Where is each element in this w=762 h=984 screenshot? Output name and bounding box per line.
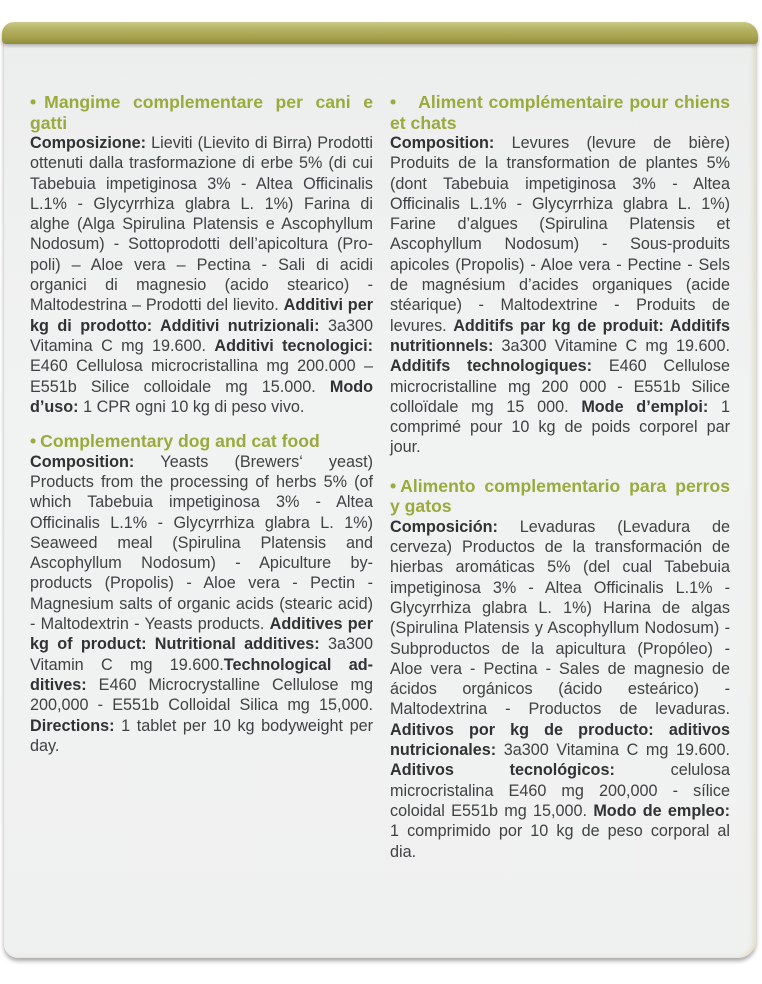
section-body: Composition: Levures (levure de bière) Produits de la transformation de plantes 5% (dont Tabebuia impetiginosa 3% - Altea Officinalis L.1% - Glycyrrhiza glabra L. 1%) Farine d’algues (Spirulina Platensis et Ascophyllum Nodosum) - Sous-produits apicoles (Propolis) - Aloe vera - Pectine - Sels de magnésium d’acides organiques (acide stéarique) - Maltodextrine - Produits de levures. Additifs par kg de produit: Additifs nutritionnels: 3a300 Vitamine C mg 19.600. Additifs technologiques: E460 Cellulose microcristalline mg 200 000 - E551b Silice colloïdale mg 15 000. Mode d’emploi: 1 comprimé pour 10 kg de poids corporel par jour. [390,134,731,457]
section-spanish [390,476,730,862]
section-heading: • Aliment complémentaire pour chiens et chats [390,92,730,133]
section-heading: • Alimento complementario para perros y gatos [390,475,730,517]
section-body: Composizione: Lieviti (Lievito di Birra) Prodotti ottenuti dalla trasformazione di erbe 5% (di cui Tabebuia impetiginosa 3% - Altea Officinalis L.1% - Glycyrrhiza glabra L. 1%) Farina di alghe (Alga Spirulina Platensis e Ascophyllum Nodosum) - Sottoprodotti dell’apicoltura (Propoli) – Aloe vera – Pectina - Sali di acidi organici di magnesio (acido stearico) - Maltodestrina – Prodotti del lievito. Additivi per kg di prodotto: Additivi nutrizionali: 3a300 Vitamina C mg 19.600. Additivi tecnologici: E460 Cellulosa microcristallina mg 200.000 – E551b Silice colloidale mg 15.000. Modo d’uso: 1 CPR ogni 10 kg di peso vivo. [30,134,374,416]
bullet-icon: • [30,92,37,112]
section-italian [30,92,373,417]
section-body: Composition: Yeasts (Brewers‘ yeast) Products from the processing of herbs 5% (of which Tabebuia impetiginosa 3% - Altea Officinalis L.1% - Glycyrrhiza glabra L. 1%) Seaweed meal (Spirulina Platensis and Ascophyllum Nodosum) - Apiculture by-products (Propolis) - Aloe vera - Pectin - Magnesium salts of organic acids (stearic acid) - Maltodextrin - Yeasts products. Additives per kg of product: Nutritional additives: 3a300 Vitamin C mg 19.600.Technological additives: E460 Microcrystalline Cellulose mg 200,000 - E551b Colloidal Silica mg 15,000. Directions: 1 tablet per 10 kg bodyweight per day. [30,452,373,755]
section-body: Composición: Levaduras (Levadura de cerveza) Productos de la transformación de hierbas aromáticas 5% (del cual Tabebuia impetiginosa 3% - Altea Officinalis L.1% - Glycyrrhiza glabra L. 1%) Harina de algas (Spirulina Platensis y Ascophyllum Nodosum) - Subproductos de la apicultura (Propóleo) - Aloe vera - Pectina - Sales de magnesio de ácidos orgánicos (ácido esteárico) - Maltodextrina - Productos de levaduras. Aditivos por kg de producto: aditivos nutricionales: 3a300 Vitamina C mg 19.600. Aditivos tecnológicos: celulosa microcristalina E460 mg 200,000 - sílice coloidal E551b mg 15,000. Modo de empleo: 1 comprimido por 10 kg de peso corporal al dia. [390,517,730,861]
section-french [390,92,730,458]
section-heading: • Mangime complementare per cani e gatti [30,92,373,133]
left-column [30,92,373,768]
bullet-icon: • [390,92,397,112]
right-column [390,92,730,874]
section-heading: • Complementary dog and cat food [30,431,320,452]
bullet-icon: • [30,431,37,452]
bullet-icon: • [390,475,397,496]
section-english [30,431,373,756]
box-lid-edge [2,22,758,44]
